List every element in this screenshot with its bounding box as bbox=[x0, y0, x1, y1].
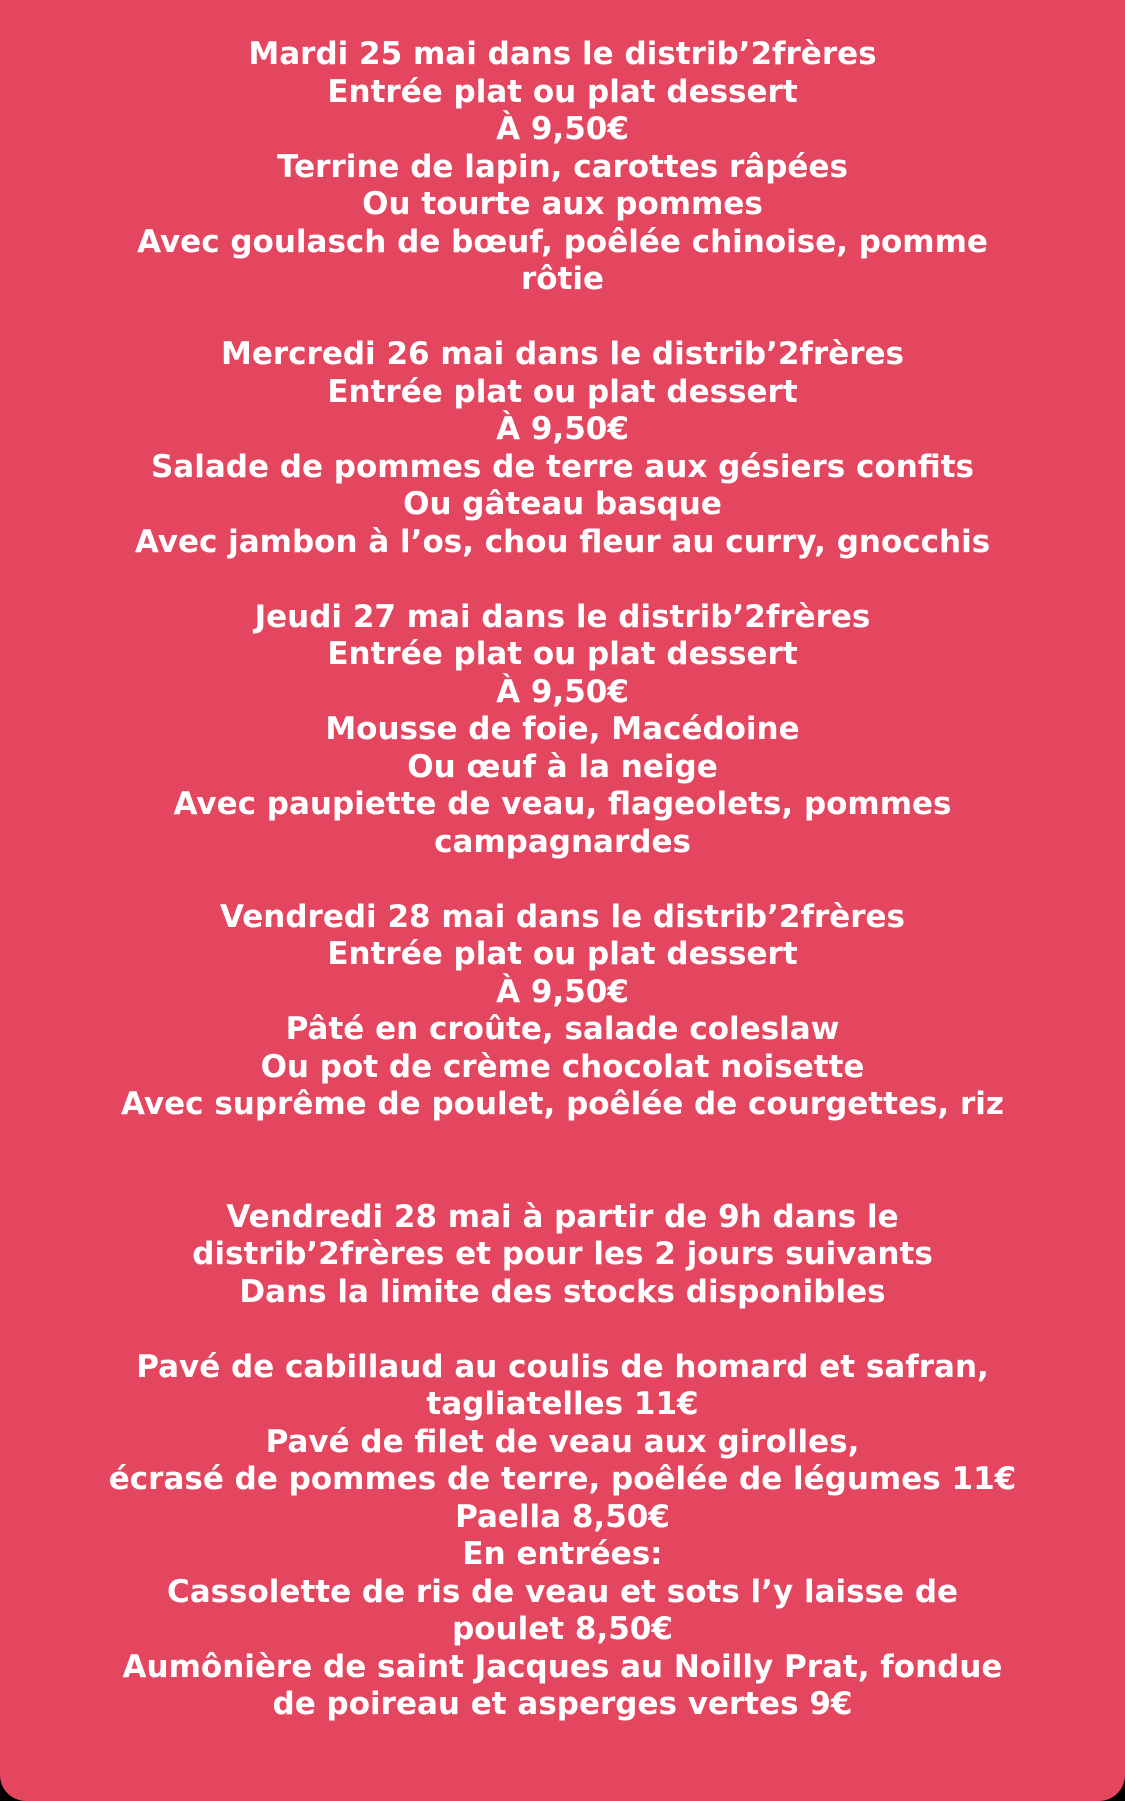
menu-day-vendredi bbox=[0, 899, 1125, 1124]
menu-starter: Mousse de foie, Macédoine bbox=[325, 711, 800, 747]
menu-starter: Pâté en croûte, salade coleslaw bbox=[285, 1011, 840, 1047]
starter-aumoniere: Aumônière de saint Jacques au Noilly Prat, fondue bbox=[122, 1648, 1003, 1685]
dish-veau-continued: écrasé de pommes de terre, poêlée de légumes 11€ bbox=[108, 1461, 1017, 1497]
starter-cassolette: Cassolette de ris de veau et sots l’y laisse de bbox=[166, 1573, 959, 1610]
menu-day-title: Jeudi 27 mai dans le distrib’2frères bbox=[254, 598, 871, 635]
menu-price: À 9,50€ bbox=[496, 411, 629, 447]
dish-cabillaud: Pavé de cabillaud au coulis de homard et safran, bbox=[136, 1348, 989, 1385]
menu-main-continued: campagnardes bbox=[434, 823, 691, 860]
menu-day-title: Vendredi 28 mai dans le distrib’2frères bbox=[219, 898, 906, 935]
menu-day-title: Mercredi 26 mai dans le distrib’2frères bbox=[221, 336, 904, 372]
dish-veau: Pavé de filet de veau aux girolles, bbox=[265, 1423, 860, 1460]
weekend-dishes bbox=[0, 1349, 1125, 1724]
menu-dessert: Ou gâteau basque bbox=[403, 486, 722, 522]
menu-day-mardi bbox=[0, 36, 1125, 299]
menu-formula: Entrée plat ou plat dessert bbox=[327, 936, 798, 972]
menu-day-title: Mardi 25 mai dans le distrib’2frères bbox=[248, 36, 877, 72]
menu-dessert: Ou pot de crème chocolat noisette bbox=[260, 1048, 865, 1085]
menu-price: À 9,50€ bbox=[496, 673, 629, 710]
dish-cabillaud-continued: tagliatelles 11€ bbox=[426, 1386, 699, 1422]
menu-starter: Salade de pommes de terre aux gésiers confits bbox=[150, 448, 975, 485]
menu-main: Avec jambon à l’os, chou fleur au curry, gnocchis bbox=[134, 523, 991, 560]
menu-dessert: Ou œuf à la neige bbox=[407, 748, 718, 785]
spacer bbox=[0, 1124, 1125, 1199]
weekend-intro-line: Vendredi 28 mai à partir de 9h dans le bbox=[226, 1198, 899, 1235]
starter-cassolette-continued: poulet 8,50€ bbox=[452, 1611, 673, 1647]
weekend-intro-line: distrib’2frères et pour les 2 jours suivants bbox=[192, 1236, 933, 1272]
menu-day-mercredi bbox=[0, 336, 1125, 561]
spacer bbox=[0, 299, 1125, 337]
menu-formula: Entrée plat ou plat dessert bbox=[327, 636, 798, 672]
menu-formula: Entrée plat ou plat dessert bbox=[327, 73, 798, 110]
menu-starter: Terrine de lapin, carottes râpées bbox=[277, 148, 848, 185]
starter-aumoniere-continued: de poireau et asperges vertes 9€ bbox=[272, 1686, 853, 1722]
menu-formula: Entrée plat ou plat dessert bbox=[327, 373, 798, 410]
stock-notice: Dans la limite des stocks disponibles bbox=[239, 1273, 886, 1310]
menu-price: À 9,50€ bbox=[496, 973, 629, 1010]
menu-main: Avec goulasch de bœuf, poêlée chinoise, pomme bbox=[137, 223, 988, 260]
starters-heading: En entrées: bbox=[462, 1536, 663, 1572]
spacer bbox=[0, 861, 1125, 899]
dish-paella: Paella 8,50€ bbox=[455, 1498, 670, 1535]
menu-price: À 9,50€ bbox=[496, 111, 629, 147]
menu-day-jeudi bbox=[0, 599, 1125, 862]
menu-dessert: Ou tourte aux pommes bbox=[362, 186, 763, 222]
spacer bbox=[0, 561, 1125, 599]
menu-main: Avec paupiette de veau, flageolets, pommes bbox=[173, 786, 952, 822]
menu-main-continued: rôtie bbox=[520, 261, 605, 297]
menu-main: Avec suprême de poulet, poêlée de courgettes, riz bbox=[121, 1086, 1004, 1122]
weekend-intro bbox=[0, 1199, 1125, 1312]
spacer bbox=[0, 1311, 1125, 1349]
